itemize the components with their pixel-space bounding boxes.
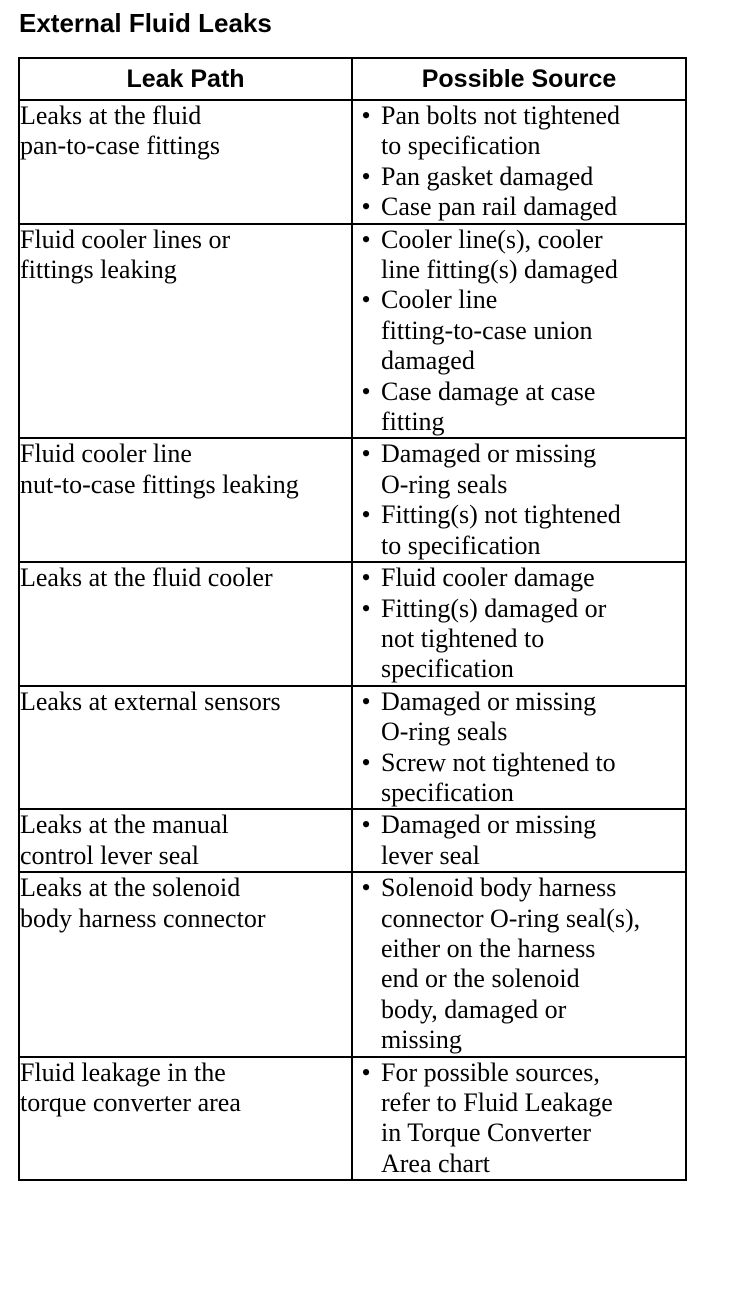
source-text: Cooler line(s), cooler line fitting(s) damaged — [381, 224, 618, 285]
possible-source-cell — [352, 809, 686, 872]
source-text: Fitting(s) damaged or not tightened to specification — [381, 593, 607, 684]
source-list — [353, 101, 685, 223]
table-row — [19, 100, 686, 224]
source-list — [353, 563, 685, 685]
leak-path-cell — [19, 562, 352, 686]
source-item — [353, 594, 685, 685]
possible-source-cell — [352, 1057, 686, 1181]
possible-source-cell — [352, 562, 686, 686]
leak-path-text: Leaks at the manual control lever seal — [20, 810, 229, 870]
source-text: Screw not tightened to specification — [381, 747, 616, 807]
source-item — [353, 192, 685, 222]
leak-path-text: Fluid leakage in the torque converter area — [20, 1057, 241, 1117]
source-item — [353, 1058, 685, 1180]
bullet-icon: • — [361, 500, 371, 530]
source-text: For possible sources, refer to Fluid Leakage in Torque Converter Area chart — [381, 1057, 613, 1178]
bullet-icon: • — [361, 563, 371, 593]
leak-path-text: Leaks at the solenoid body harness connector — [20, 873, 266, 933]
leaks-table — [18, 57, 687, 1181]
leak-path-cell — [19, 872, 352, 1056]
bullet-icon: • — [361, 593, 371, 623]
table-row — [19, 438, 686, 562]
table-row — [19, 809, 686, 872]
source-item — [353, 810, 685, 871]
bullet-icon: • — [361, 224, 371, 254]
source-list — [353, 810, 685, 871]
table-row — [19, 872, 686, 1056]
bullet-icon: • — [361, 810, 371, 840]
source-text: Pan bolts not tightened to specification — [381, 101, 621, 161]
leak-path-cell — [19, 686, 352, 810]
source-text: Case pan rail damaged — [381, 192, 618, 222]
source-item — [353, 748, 685, 809]
source-item — [353, 285, 685, 376]
source-item — [353, 101, 685, 162]
table-row — [19, 686, 686, 810]
leak-path-cell — [19, 809, 352, 872]
bullet-icon: • — [361, 686, 371, 716]
leak-path-text: Leaks at the fluid cooler — [20, 563, 273, 593]
header-row — [19, 58, 686, 100]
leak-path-cell — [19, 100, 352, 224]
source-list — [353, 687, 685, 809]
source-text: Solenoid body harness connector O-ring seal(s), either on the harness end or the solenoid body, damaged or missing — [381, 873, 641, 1055]
leak-path-text: Leaks at external sensors — [20, 686, 281, 716]
source-text: Pan gasket damaged — [381, 161, 594, 191]
source-text: Cooler line fitting-to-case union damaged — [381, 285, 593, 376]
source-item — [353, 439, 685, 500]
bullet-icon: • — [361, 192, 371, 222]
bullet-icon: • — [361, 747, 371, 777]
source-item — [353, 873, 685, 1055]
bullet-icon: • — [361, 161, 371, 191]
bullet-icon: • — [361, 1057, 371, 1087]
leak-path-cell — [19, 438, 352, 562]
leak-path-text: Fluid cooler lines or fittings leaking — [20, 224, 231, 285]
source-item — [353, 162, 685, 192]
leak-path-text: Fluid cooler line nut-to-case fittings leaking — [20, 439, 299, 499]
source-item — [353, 377, 685, 438]
source-text: Case damage at case fitting — [381, 376, 596, 437]
source-list — [353, 1058, 685, 1180]
bullet-icon: • — [361, 873, 371, 903]
bullet-icon: • — [361, 285, 371, 315]
source-text: Fluid cooler damage — [381, 563, 595, 593]
page-title: External Fluid Leaks — [19, 8, 272, 38]
possible-source-cell — [352, 686, 686, 810]
bullet-icon: • — [361, 439, 371, 469]
source-text: Damaged or missing O-ring seals — [381, 439, 597, 499]
source-item — [353, 687, 685, 748]
source-text: Fitting(s) not tightened to specification — [381, 500, 621, 560]
source-text: Damaged or missing O-ring seals — [381, 686, 597, 747]
leak-path-text: Leaks at the fluid pan-to-case fittings — [20, 101, 220, 161]
header-leak-path: Leak Path — [19, 58, 352, 100]
source-item — [353, 500, 685, 561]
source-list — [353, 873, 685, 1055]
bullet-icon: • — [361, 376, 371, 406]
possible-source-cell — [352, 224, 686, 439]
possible-source-cell — [352, 872, 686, 1056]
source-list — [353, 225, 685, 438]
leak-path-cell — [19, 224, 352, 439]
table-row — [19, 1057, 686, 1181]
bullet-icon: • — [361, 101, 371, 130]
header-possible-source: Possible Source — [352, 58, 686, 100]
table-row — [19, 562, 686, 686]
possible-source-cell — [352, 438, 686, 562]
source-text: Damaged or missing lever seal — [381, 810, 597, 870]
source-item — [353, 225, 685, 286]
leak-path-cell — [19, 1057, 352, 1181]
table-row — [19, 224, 686, 439]
source-item — [353, 563, 685, 593]
possible-source-cell — [352, 100, 686, 224]
source-list — [353, 439, 685, 561]
